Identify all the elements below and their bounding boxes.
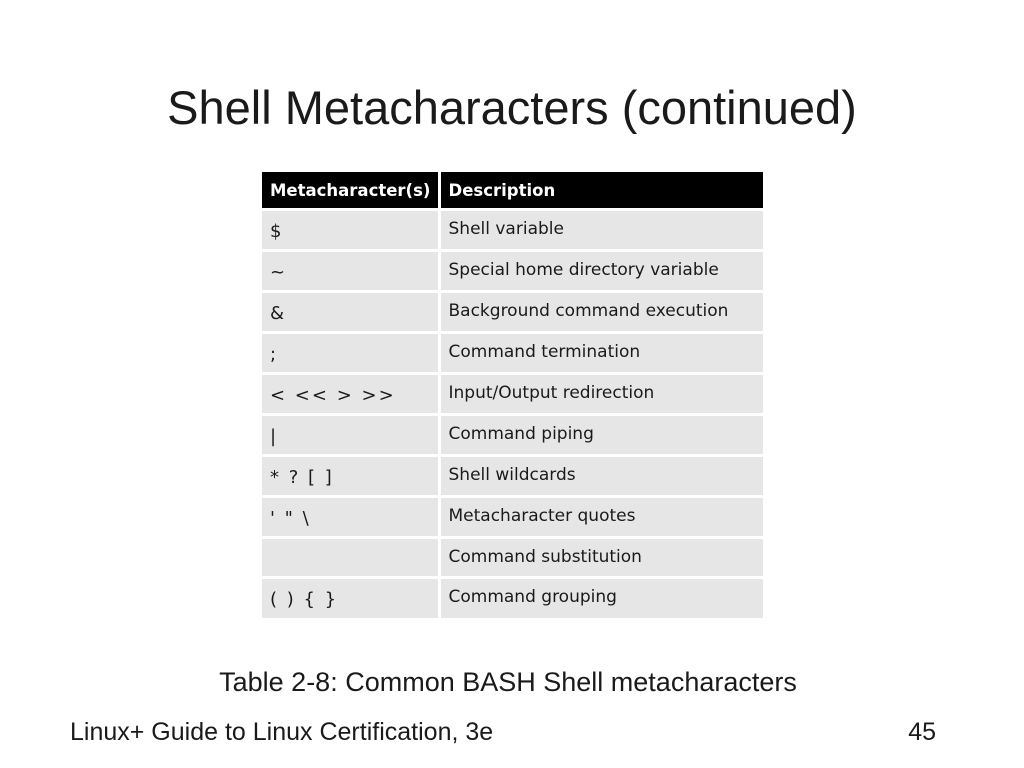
- page-number: 45: [908, 718, 936, 746]
- description-cell: Command termination: [439, 333, 763, 374]
- metacharacter-cell: [262, 538, 439, 578]
- footer-text: Linux+ Guide to Linux Certification, 3e: [70, 718, 494, 746]
- description-cell: Command grouping: [439, 578, 763, 618]
- metacharacter-cell: &: [262, 292, 439, 333]
- table-row: [262, 251, 763, 292]
- table-row: [262, 292, 763, 333]
- metacharacter-cell: * ? [ ]: [262, 456, 439, 497]
- table-header-row: [262, 172, 763, 210]
- table-row: [262, 456, 763, 497]
- metacharacter-cell: |: [262, 415, 439, 456]
- metacharacter-cell: $: [262, 210, 439, 251]
- metacharacter-cell: ( ) { }: [262, 578, 439, 618]
- description-cell: Special home directory variable: [439, 251, 763, 292]
- metacharacter-cell: ;: [262, 333, 439, 374]
- description-cell: Command piping: [439, 415, 763, 456]
- slide-title: Shell Metacharacters (continued): [167, 81, 857, 134]
- description-cell: Shell variable: [439, 210, 763, 251]
- table-row: [262, 538, 763, 578]
- table-caption: Table 2-8: Common BASH Shell metacharacters: [219, 667, 797, 697]
- metacharacter-cell: ' " \: [262, 497, 439, 538]
- description-cell: Background command execution: [439, 292, 763, 333]
- table-row: [262, 333, 763, 374]
- table-row: [262, 210, 763, 251]
- description-cell: Command substitution: [439, 538, 763, 578]
- table-row: [262, 578, 763, 618]
- table-row: [262, 497, 763, 538]
- description-cell: Shell wildcards: [439, 456, 763, 497]
- table-row: [262, 415, 763, 456]
- description-cell: Input/Output redirection: [439, 374, 763, 415]
- metacharacter-cell: ~: [262, 251, 439, 292]
- metacharacter-cell: < << > >>: [262, 374, 439, 415]
- table-row: [262, 374, 763, 415]
- metacharacters-table: [262, 172, 763, 618]
- column-header-description: Description: [439, 172, 763, 210]
- column-header-metacharacters: Metacharacter(s): [262, 172, 439, 210]
- description-cell: Metacharacter quotes: [439, 497, 763, 538]
